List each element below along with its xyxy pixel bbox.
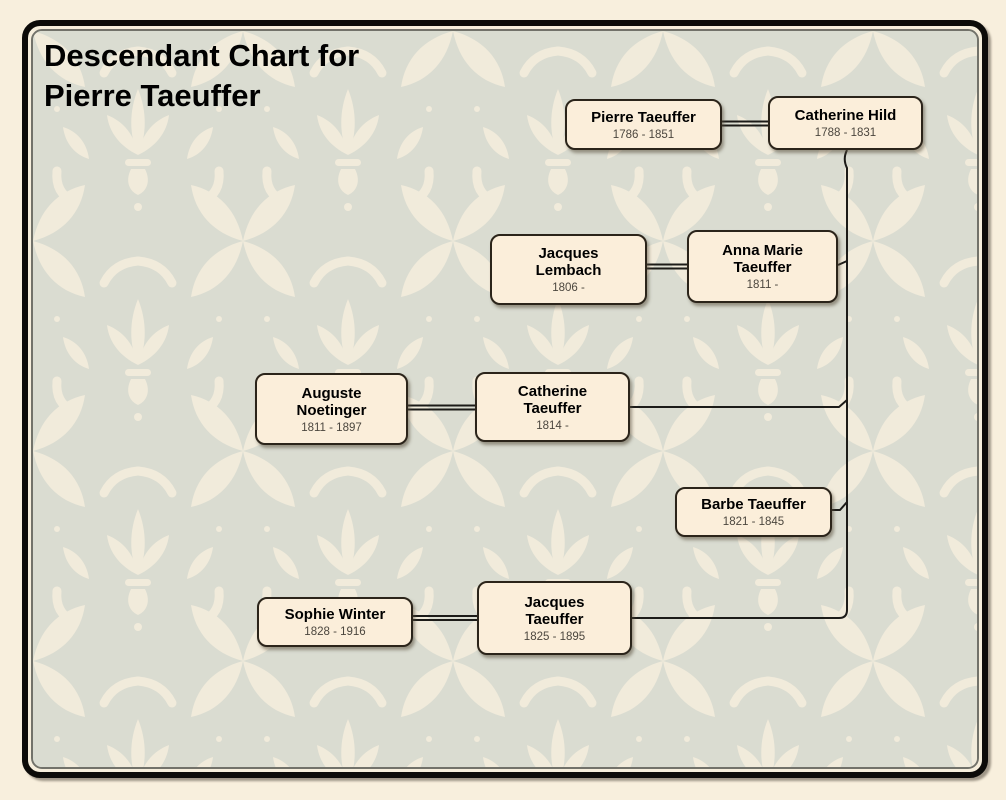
person-box-auguste-noetinger[interactable] [255, 373, 408, 445]
person-box-sophie-winter[interactable] [257, 597, 413, 647]
chart-title [44, 36, 359, 116]
person-box-jacques-lembach[interactable] [490, 234, 647, 305]
person-name: Anna Marie Taeuffer [722, 242, 803, 276]
person-box-pierre-taeuffer[interactable] [565, 99, 722, 150]
person-name: Pierre Taeuffer [591, 108, 696, 126]
person-box-catherine-taeuffer[interactable] [475, 372, 630, 442]
person-dates: 1825 - 1895 [523, 630, 586, 643]
person-box-anna-marie-taeuffer[interactable] [687, 230, 838, 303]
person-name: Sophie Winter [284, 606, 386, 623]
chart-title-line2: Pierre Taeuffer [44, 78, 261, 113]
person-box-barbe-taeuffer[interactable] [675, 487, 832, 537]
person-dates: 1811 - 1897 [301, 421, 362, 434]
person-name: Catherine Taeuffer [517, 382, 588, 417]
person-dates: 1828 - 1916 [304, 626, 366, 638]
person-name: Auguste Noetinger [296, 384, 367, 419]
person-name: Jacques Taeuffer [524, 593, 585, 628]
chart-title-line1: Descendant Chart for [44, 38, 360, 73]
person-name: Barbe Taeuffer [701, 496, 806, 513]
person-dates: 1788 - 1831 [814, 127, 877, 139]
person-box-jacques-taeuffer[interactable] [477, 581, 632, 655]
person-dates: 1814 - [536, 419, 569, 432]
person-dates: 1806 - [552, 282, 585, 294]
person-name: Jacques Lembach [535, 245, 602, 279]
person-dates: 1811 - [746, 279, 779, 291]
person-box-catherine-hild[interactable] [768, 96, 923, 150]
person-dates: 1821 - 1845 [722, 516, 785, 528]
person-dates: 1786 - 1851 [612, 128, 675, 141]
person-name: Catherine Hild [794, 107, 897, 124]
